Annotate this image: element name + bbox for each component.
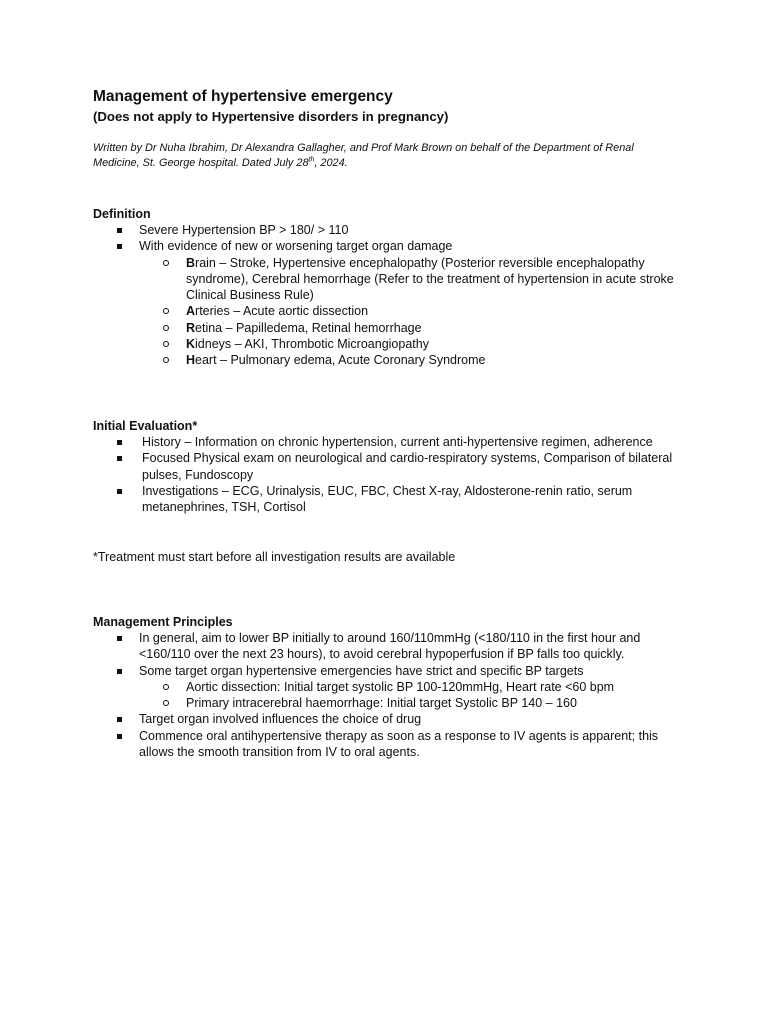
list-item [93, 663, 683, 712]
list-item [93, 630, 683, 663]
circle-bullet-icon [163, 308, 169, 314]
list-item-text: In general, aim to lower BP initially to around 160/110mmHg (<180/110 in the first hour and <160/110 over the next 23 hours), to avoid cerebral hypoperfusion if BP falls too quickly. [139, 631, 641, 662]
sublist-item-text: rteries – Acute aortic dissection [195, 304, 369, 319]
circle-bullet-icon [163, 325, 169, 331]
sublist-item-text: eart – Pulmonary edema, Acute Coronary Syndrome [195, 353, 486, 368]
circle-bullet-icon [163, 700, 169, 706]
definition-list [93, 222, 683, 369]
list-item [93, 483, 683, 516]
list-item [93, 238, 683, 368]
organ-damage-sublist [139, 255, 683, 369]
management-heading: Management Principles [93, 615, 233, 629]
definition-heading: Definition [93, 207, 151, 221]
sublist-item [139, 336, 683, 352]
bp-targets-sublist [139, 679, 683, 712]
list-item [93, 450, 683, 483]
mnemonic-letter: R [186, 320, 196, 335]
list-item-text: History – Information on chronic hypertension, current anti-hypertensive regimen, adherence [142, 435, 653, 449]
treatment-note: *Treatment must start before all investigation results are available [93, 550, 456, 564]
list-item-text: Investigations – ECG, Urinalysis, EUC, FBC, Chest X-ray, Aldosterone-renin ratio, serum metanephrines, TSH, Cortisol [142, 483, 633, 515]
list-item-text: Target organ involved influences the choice of drug [139, 712, 422, 727]
sublist-item [139, 352, 683, 368]
sublist-item [139, 320, 683, 336]
circle-bullet-icon [163, 341, 169, 347]
square-bullet-icon [117, 440, 122, 445]
square-bullet-icon [117, 669, 122, 674]
sublist-item [139, 679, 683, 695]
mnemonic-letter: B [186, 255, 196, 270]
sublist-item [139, 255, 683, 304]
management-list [93, 630, 683, 760]
sublist-item-text: Primary intracerebral haemorrhage: Initial target Systolic BP 140 – 160 [186, 696, 577, 711]
list-item [93, 728, 683, 761]
sublist-item [139, 695, 683, 711]
sublist-item-text: rain – Stroke, Hypertensive encephalopathy (Posterior reversible encephalopathy syndrome), Cerebral hemorrhage (Refer to the treatment of hypertension in acute stroke Clinical Business Rule) [186, 255, 674, 303]
list-item-text: With evidence of new or worsening target organ damage [139, 239, 453, 254]
square-bullet-icon [117, 489, 122, 494]
mnemonic-letter: K [186, 337, 196, 352]
document-subtitle: (Does not apply to Hypertensive disorders in pregnancy) [93, 109, 449, 124]
circle-bullet-icon [163, 357, 169, 363]
document-title: Management of hypertensive emergency [93, 88, 393, 105]
mnemonic-letter: H [186, 353, 196, 368]
sublist-item-text: idneys – AKI, Thrombotic Microangiopathy [195, 337, 429, 352]
square-bullet-icon [117, 244, 122, 249]
square-bullet-icon [117, 456, 122, 461]
square-bullet-icon [117, 228, 122, 233]
evaluation-section [93, 418, 683, 515]
square-bullet-icon [117, 734, 122, 739]
evaluation-list [93, 434, 683, 515]
sublist-item-text: Aortic dissection: Initial target systolic BP 100-120mmHg, Heart rate <60 bpm [186, 679, 615, 694]
square-bullet-icon [117, 636, 122, 641]
byline-text: Written by Dr Nuha Ibrahim, Dr Alexandra Gallagher, and Prof Mark Brown on behalf of the Department of Renal Medicine, St. George hospital. Dated July 28 [93, 142, 634, 169]
mnemonic-letter: A [186, 304, 196, 319]
list-item [93, 222, 683, 238]
document-page [93, 86, 683, 760]
byline-superscript: th [308, 156, 315, 164]
management-section [93, 614, 683, 760]
list-item-text: Focused Physical exam on neurological and cardio-respiratory systems, Comparison of bilateral pulses, Fundoscopy [142, 451, 673, 482]
definition-section [93, 206, 683, 369]
list-item [93, 434, 683, 450]
list-item-text: Commence oral antihypertensive therapy as soon as a response to IV agents is apparent; this allows the smooth transition from IV to oral agents. [139, 728, 659, 760]
square-bullet-icon [117, 717, 122, 722]
byline-end: , 2024. [314, 157, 348, 169]
sublist-item [139, 303, 683, 319]
list-item [93, 711, 683, 727]
sublist-item-text: etina – Papilledema, Retinal hemorrhage [195, 320, 422, 335]
author-byline [93, 141, 678, 171]
circle-bullet-icon [163, 684, 169, 690]
evaluation-heading: Initial Evaluation* [93, 419, 198, 433]
list-item-text: Severe Hypertension BP > 180/ > 110 [139, 223, 349, 237]
list-item-text: Some target organ hypertensive emergencies have strict and specific BP targets [139, 663, 584, 678]
circle-bullet-icon [163, 260, 169, 266]
